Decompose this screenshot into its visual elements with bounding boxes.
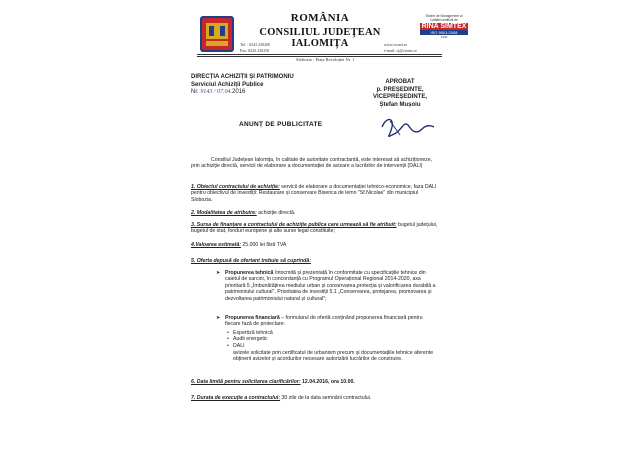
technical-proposal-item [216,270,439,302]
handwritten-signature-icon [372,113,442,141]
list-item [227,342,433,349]
institution-name: CONSILIUL JUDEȚEAN IALOMIȚA [259,27,381,49]
list-item-label: Expertiză tehnică [233,330,273,336]
list-item-label: DALI [233,342,245,349]
nr-label: Nr. [191,89,199,95]
registration-number [191,89,245,95]
section-2-heading: 2. Modalitatea de atribuire: [191,210,257,216]
contact-web [384,42,417,54]
section-6-heading: 6. Data limită pentru solicitarea clarificărilor: [191,379,301,385]
web-line: www.cicnet.ro [384,42,408,47]
email-line: e-mail: cj@cicnet.ro [384,48,417,53]
approval-signer: Ștefan Mușoiu [379,101,421,108]
section-1 [191,184,439,203]
financial-proposal-item [216,315,439,328]
phone-line: Tel. : 0243 230200 [240,42,271,47]
bullet-icon: • [227,342,229,349]
fax-line: Fax: 0243 230250 [240,48,270,53]
section-2-body: achiziție directă. [256,210,296,216]
contact-phone-fax [240,42,270,54]
country-name: ROMÂNIA [290,12,350,24]
approval-line-2: VICEPREȘEDINTE, [372,94,427,100]
approval-title: APROBAT [385,79,415,85]
section-7 [191,395,439,401]
cert-name: RINA SIMTEX [421,23,467,30]
arrow-bullet-icon: ➤ [216,315,221,321]
section-3-heading: 3. Sursa de finanțare a contractului de achiziție publica care urmează să fie atribuit: [191,222,397,228]
section-4-heading: 4.Valoarea estimată: [191,242,241,248]
arrow-bullet-icon: ➤ [216,270,221,276]
cert-standard: ISO 9001:2008 [420,30,468,35]
section-5-heading: 5. Oferta depusă de ofertant trebuie să cuprindă: [191,258,311,264]
department-heading [191,73,294,89]
approval-line-1: p. PREȘEDINTE, [376,86,424,93]
service-name: Serviciul Achiziții Publice [191,82,264,88]
financial-tail-paragraph: avizele solicitate prin certificatul de urbanism precum și documentațiile tehnice aferente obținerii avizelor și acordurilor necesare autorizării lucrărilor de construire. [233,350,434,363]
section-1-body: servicii de elaborare a documentației tehnico-economice, faza DALI pentru obiectivul de investiții: Restaurare și conservare Biserica de lemn "Sf.Nicolae" din municipiul Slobozia. [191,184,437,203]
section-4 [191,242,439,248]
technical-proposal-heading: Propunerea tehnică [225,270,274,276]
section-3 [191,222,439,235]
nr-year: 2016 [232,89,246,95]
section-2 [191,210,439,216]
address: Slobozia - Piața Revoluției Nr. 1 [296,57,355,62]
document-title: ANUNȚ DE PUBLICITATE [239,121,323,128]
section-3-body: bugetul județului, bugetul de stat, fonduri europene și alte surse legal constituite; [191,222,438,235]
section-6-body: 12.04.2016, ora 10.00. [300,379,355,385]
technical-proposal-body: întocmită și prezentată în conformitate cu specificațiile tehnice din caietul de sarcini, în concordanță cu Programul Operațional Regional 2014-2020, axa prioritară 5 „Îmbunătățirea mediului urban și conservarea,protecția și valorificarea durabilă a patrimoniului cultural", Prioritatea de investiții 5.1 „Conservarea, protejarea, promovarea și dezvoltarea patrimoniului natural și cultural"; [225,270,436,302]
section-1-heading: 1. Obiectul contractului de achiziție: [191,184,280,190]
department-name: DIRECȚIA ACHIZIȚII ȘI PATRIMONIU [191,74,294,80]
bullet-icon: • [227,336,229,343]
section-7-body: 30 zile de la data semnării contractului. [280,395,372,401]
section-6 [191,379,439,385]
section-4-body: 25.000 lei fără TVA [240,242,287,248]
intro-paragraph: Consiliul Județean Ialomița, în calitate de autoritate contractantă, este interesat să achiziționeze, prin achiziție directă, servicii de elaborare a documentației de avizare a lucrărilor de intervenții (DALI) [191,157,433,170]
list-item-label: Audit energetic [233,336,268,343]
nr-handwritten: 9143 / 07.04. [200,89,233,95]
section-7-heading: 7. Durata de execuție a contractului: [191,395,281,401]
section-5-heading-line [191,258,439,264]
certification-logo [420,14,468,48]
financial-proposal-body: – formularul de ofertă conținând propunerea financiară pentru fiecare fază de proiectare: [225,315,423,328]
approval-block [360,79,440,109]
county-coat-of-arms-icon [198,14,236,54]
cert-top-text: Sistem de Management al Calității certificat de [425,14,463,22]
cert-code: 1440 [440,35,448,39]
bullet-icon: • [227,330,229,336]
financial-item-list [227,330,433,349]
financial-proposal-heading: Propunerea financiară [225,315,280,321]
